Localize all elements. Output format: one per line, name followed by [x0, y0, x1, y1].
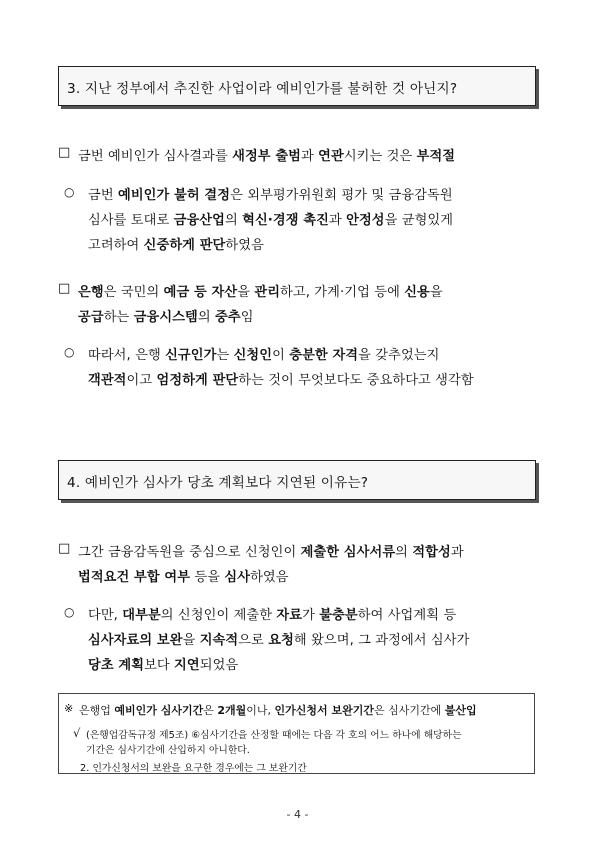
text-segment: 심사자료의 보완: [88, 633, 183, 648]
text-segment: 을 균형있게: [384, 213, 454, 228]
text-segment: 불산입: [444, 704, 477, 717]
text-segment: 과: [301, 149, 319, 164]
text-segment: 예비인가 심사기간: [114, 704, 204, 717]
text-segment: 해 왔으며, 그 과정에서 심사가: [293, 633, 470, 648]
text-segment: 을: [182, 633, 200, 648]
text-segment: 금번: [88, 188, 118, 203]
text-segment: 심사: [224, 570, 251, 585]
text-segment: 따라서, 은행: [88, 348, 166, 363]
square-bullet: □: [58, 281, 71, 296]
q3-point-2-sub-line-1: [88, 344, 439, 363]
q3-point-2-sub-line-2: [88, 369, 474, 388]
text-segment: 임: [240, 310, 254, 325]
text-segment: 을: [429, 285, 443, 300]
text-segment: 당초 계획: [88, 658, 145, 673]
text-segment: 의: [224, 213, 243, 228]
text-segment: 신용: [404, 285, 430, 300]
text-segment: 과: [450, 545, 464, 560]
circle-bullet: ○: [64, 185, 75, 199]
section-4-header: [58, 460, 536, 500]
text-segment: 은: [203, 704, 218, 717]
note-line-3: 기간은 심사기간에 산입하지 아니한다.: [86, 745, 250, 756]
text-segment: 요청: [268, 633, 294, 648]
text-segment: 신청인: [233, 348, 273, 363]
text-segment: 예비인가 불허 결정: [117, 188, 231, 203]
page-number: - 4 -: [286, 808, 309, 821]
text-segment: 지속적: [199, 633, 239, 648]
text-segment: 심사를 토대로: [88, 213, 174, 228]
square-bullet: □: [58, 145, 71, 160]
text-segment: 보다: [144, 658, 175, 673]
text-segment: 는: [216, 348, 234, 363]
text-segment: 예금 등 자산: [163, 285, 238, 300]
text-segment: 을: [237, 285, 255, 300]
circle-bullet: ○: [64, 345, 75, 359]
text-segment: 충분한 자격: [289, 348, 359, 363]
text-segment: 금융시스템: [133, 310, 198, 325]
text-segment: 하는 것이 무엇보다도 중요하다고 생각함: [238, 373, 474, 388]
text-segment: 공급: [78, 310, 104, 325]
text-segment: 금융산업: [173, 213, 225, 228]
text-segment: 엄정하게 판단: [156, 373, 239, 388]
text-segment: 자료: [276, 608, 303, 623]
text-segment: 제출한 심사서류: [300, 545, 396, 560]
text-segment: 고려하여: [88, 238, 144, 253]
text-segment: 이: [272, 348, 290, 363]
text-segment: 지연: [174, 658, 200, 673]
text-segment: 금번 예비인가 심사결과를: [78, 149, 233, 164]
q3-point-1-sub-line-2: [88, 209, 453, 228]
text-segment: 불충분: [319, 608, 358, 623]
note-line-1: [79, 702, 477, 718]
text-segment: 2개월: [217, 704, 247, 717]
text-segment: 하고, 가계·기업 등에: [280, 285, 405, 300]
check-icon: √: [73, 726, 81, 740]
text-segment: 등을: [190, 570, 225, 585]
q3-point-2-line-2: [78, 306, 254, 325]
text-segment: 적합성: [412, 545, 451, 560]
text-segment: 다만,: [88, 608, 123, 623]
text-segment: 은 국민의: [103, 285, 164, 300]
square-bullet: □: [58, 541, 71, 556]
text-segment: 의 신청인이 제출한: [160, 608, 277, 623]
text-segment: 객관적: [88, 373, 127, 388]
section-3-title: 3. 지난 정부에서 추진한 사업이라 예비인가를 불허한 것 아닌지?: [67, 81, 458, 97]
text-segment: 그간 금융감독원을 중심으로 신청인이: [78, 545, 301, 560]
text-segment: 연관: [318, 149, 344, 164]
q4-point-1-sub-line-1: [88, 604, 456, 623]
text-segment: 의: [395, 545, 413, 560]
text-segment: 하였음: [250, 570, 289, 585]
note-box: [58, 693, 535, 774]
q3-point-2-line-1: [78, 281, 443, 300]
text-segment: 혁신·경쟁 촉진: [242, 213, 329, 228]
q4-point-1-line-1: [78, 541, 464, 560]
text-segment: 하는: [103, 310, 134, 325]
text-segment: 인가신청서 보완기간: [274, 704, 374, 717]
text-segment: 이나,: [246, 704, 275, 717]
text-segment: 은행업: [79, 704, 115, 717]
text-segment: 은행: [78, 285, 104, 300]
text-segment: 시키는 것은: [343, 149, 417, 164]
text-segment: 관리: [254, 285, 281, 300]
q3-point-1-sub-line-1: [88, 184, 453, 203]
note-line-4: 2. 인가신청서의 보완을 요구한 경우에는 그 보완기간: [80, 763, 307, 774]
text-segment: 의: [197, 310, 216, 325]
text-segment: 대부분: [122, 608, 161, 623]
text-segment: 새정부 출범: [232, 149, 301, 164]
text-segment: 가: [302, 608, 320, 623]
text-segment: 부적절: [416, 149, 456, 164]
text-segment: 과: [328, 213, 347, 228]
text-segment: 이고: [126, 373, 157, 388]
text-segment: 을 갖추었는지: [358, 348, 440, 363]
text-segment: 은 심사기간에: [373, 704, 445, 717]
text-segment: 안정성: [346, 213, 385, 228]
text-segment: 으로: [238, 633, 269, 648]
text-segment: 하였음: [225, 238, 264, 253]
text-segment: 하여 사업계획 등: [357, 608, 457, 623]
text-segment: 중추: [215, 310, 241, 325]
text-segment: 되었음: [199, 658, 239, 673]
section-3-header: [58, 66, 536, 106]
note-line-2: (은행업감독규정 제5조) ⑥심사기간을 산정할 때에는 다음 각 호의 어느 하나에 해당하는: [86, 730, 462, 741]
q4-point-1-line-2: [78, 566, 289, 585]
text-segment: 신규인가: [165, 348, 217, 363]
note-marker: ※: [64, 702, 74, 715]
text-segment: 은 외부평가위원회 평가 및 금융감독원: [230, 188, 453, 203]
text-segment: 신중하게 판단: [143, 238, 226, 253]
q4-point-1-sub-line-3: [88, 654, 238, 673]
q3-point-1: [78, 145, 455, 164]
q3-point-1-sub-line-3: [88, 234, 264, 253]
q4-point-1-sub-line-2: [88, 629, 469, 648]
section-4-title: 4. 예비인가 심사가 당초 계획보다 지연된 이유는?: [67, 475, 369, 491]
text-segment: 법적요건 부합 여부: [78, 570, 191, 585]
circle-bullet: ○: [64, 605, 75, 619]
